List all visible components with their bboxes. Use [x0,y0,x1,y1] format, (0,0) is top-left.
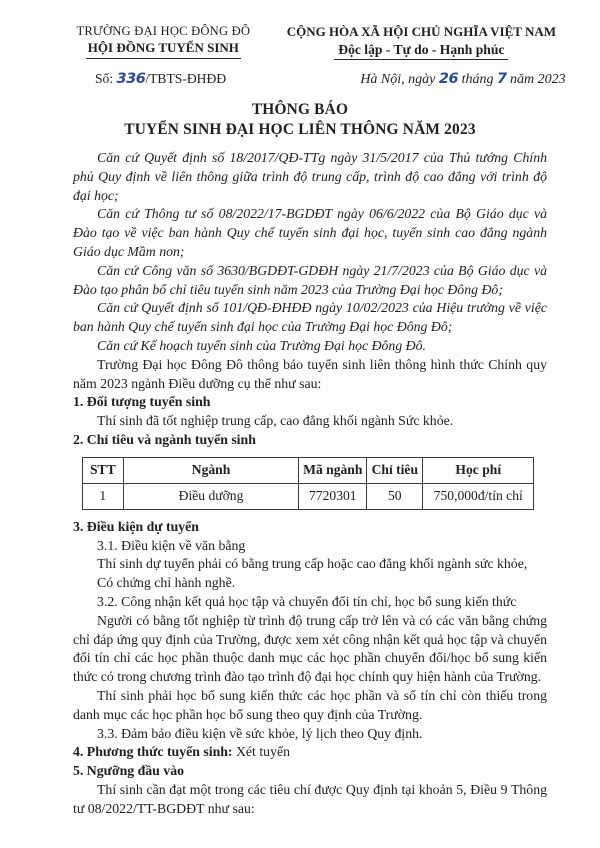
document-meta-row [0,71,600,88]
section-3-1-line-2: Có chứng chỉ hành nghề. [97,575,236,591]
issuing-org-block [40,24,287,60]
preamble-paragraph: Căn cứ Quyết định số 101/QĐ-ĐHĐĐ ngày 10/02/2023 của Hiệu trưởng về việc ban hành Quy chế tuyển sinh đại học của Trường Đại học Đông Đô; [73,300,547,335]
section-5-heading: 5. Ngưỡng đầu vào [73,763,184,779]
document-body [0,140,600,819]
title-line-1: THÔNG BÁO [251,101,349,118]
section-3-heading: 3. Điều kiện dự tuyển [73,518,199,534]
section-3-2-heading: 3.2. Công nhận kết quả học tập và chuyển đổi tín chỉ, học bổ sung kiến thức [97,593,517,609]
preamble-paragraph: Căn cứ Quyết định số 18/2017/QĐ-TTg ngày 31/5/2017 của Thủ tướng Chính phủ Quy định về liên thông giữa trình độ trung cấp, trình độ cao đẳng với trình độ đại học; [73,150,547,203]
document-number [40,71,292,88]
dateline-mid: tháng [458,72,497,87]
document-number-prefix: Số: [95,71,117,86]
table-header-major-code: Mã ngành [299,457,367,483]
section-5-body: Thí sinh cần đạt một trong các tiêu chí được Quy định tại khoản 5, Điều 9 Thông tư 08/2022/TT-BGDĐT như sau: [73,781,547,816]
section-3-2-paragraph-1: Người có bằng tốt nghiệp từ trình độ trung cấp trở lên và có các văn bằng chứng chỉ đáp ứng quy định của Trường, được xem xét công nhận kết quả học tập và chuyển đổi tín chỉ các học phần thuộc danh mục các học phần chuyển đổi/học bổ sung kiến thức có trong chương trình đào tạo trình độ đại học chính quy hiện hành của Trường. [73,612,547,685]
section-3-1-heading: 3.1. Điều kiện về văn bằng [97,537,246,553]
table-cell-tuition: 750,000đ/tín chỉ [423,483,534,509]
section-3-3-line: 3.3. Đảm bảo điều kiện về sức khỏe, lý lịch theo Quy định. [97,725,423,741]
table-header-quota: Chỉ tiêu [367,457,423,483]
section-3-2-paragraph-2: Thí sinh phải học bổ sung kiến thức các học phần và số tín chỉ còn thiếu trong danh mục các học phần học bổ sung theo quy định của Trường. [73,687,547,722]
table-cell-major-code: 7720301 [299,483,367,509]
section-4-heading [73,743,547,762]
admission-council-name: HỘI ĐỒNG TUYỂN SINH [86,40,241,59]
preamble-paragraph: Căn cứ Thông tư số 08/2022/17-BGDĐT ngày 06/6/2022 của Bộ Giáo dục và Đào tạo về việc ban hành Quy chế tuyển sinh đại học, tuyển sinh cao đẳng ngành Giáo dục Mầm non; [73,206,547,260]
section-3-1-line-1: Thí sinh dự tuyển phải có bằng trung cấp hoặc cao đẳng khối ngành sức khỏe, [97,556,528,572]
admission-quota-table [82,457,547,510]
table-header-major: Ngành [123,457,299,483]
preamble-paragraph: Căn cứ Kế hoạch tuyển sinh của Trường Đại học Đông Đô. [97,338,426,353]
section-4-label: 4. Phương thức tuyển sinh: [73,744,233,760]
preamble-paragraph: Căn cứ Công văn số 3630/BGDĐT-GDĐH ngày 21/7/2023 của Bộ Giáo dục và Đào tạo phân bổ chỉ tiêu tuyển sinh năm 2023 của Trường Đại học Đông Đô; [73,262,547,297]
section-1-heading: 1. Đối tượng tuyển sinh [73,394,211,410]
national-motto-line1: CỘNG HÒA XÃ HỘI CHỦ NGHĨA VIỆT NAM [286,24,556,39]
table-cell-major: Điều dưỡng [123,483,299,509]
table-cell-quota: 50 [367,483,423,509]
section-2-heading: 2. Chỉ tiêu và ngành tuyển sinh [73,431,256,447]
university-name: TRƯỜNG ĐẠI HỌC ĐÔNG ĐÔ [76,24,251,38]
document-title [0,100,600,140]
table-header-tuition: Học phí [423,457,534,483]
table-header-stt: STT [83,457,124,483]
dateline-prefix: Hà Nội, ngày [360,72,439,87]
table-row [83,483,534,509]
month-handwritten: 7 [496,71,507,87]
section-4-value: Xét tuyển [232,744,290,760]
day-handwritten: 26 [438,71,459,87]
document-number-suffix: /TBTS-ĐHĐĐ [145,71,227,86]
national-motto-block [287,24,582,60]
place-date-line [292,71,600,88]
title-line-2: TUYỂN SINH ĐẠI HỌC LIÊN THÔNG NĂM 2023 [124,121,476,139]
section-1-body: Thí sinh đã tốt nghiệp trung cấp, cao đẳng khối ngành Sức khỏe. [97,413,454,429]
national-motto-line2: Độc lập - Tự do - Hạnh phúc [334,42,508,60]
table-header-row [83,457,534,483]
table-cell-stt: 1 [83,483,124,509]
document-number-handwritten: 336 [116,71,146,87]
dateline-suffix: năm 2023 [506,72,566,87]
intro-paragraph: Trường Đại học Đông Đô thông báo tuyển sinh liên thông hình thức Chính quy năm 2023 ngành Điều dưỡng cụ thể như sau: [73,356,547,391]
document-header [0,0,600,60]
